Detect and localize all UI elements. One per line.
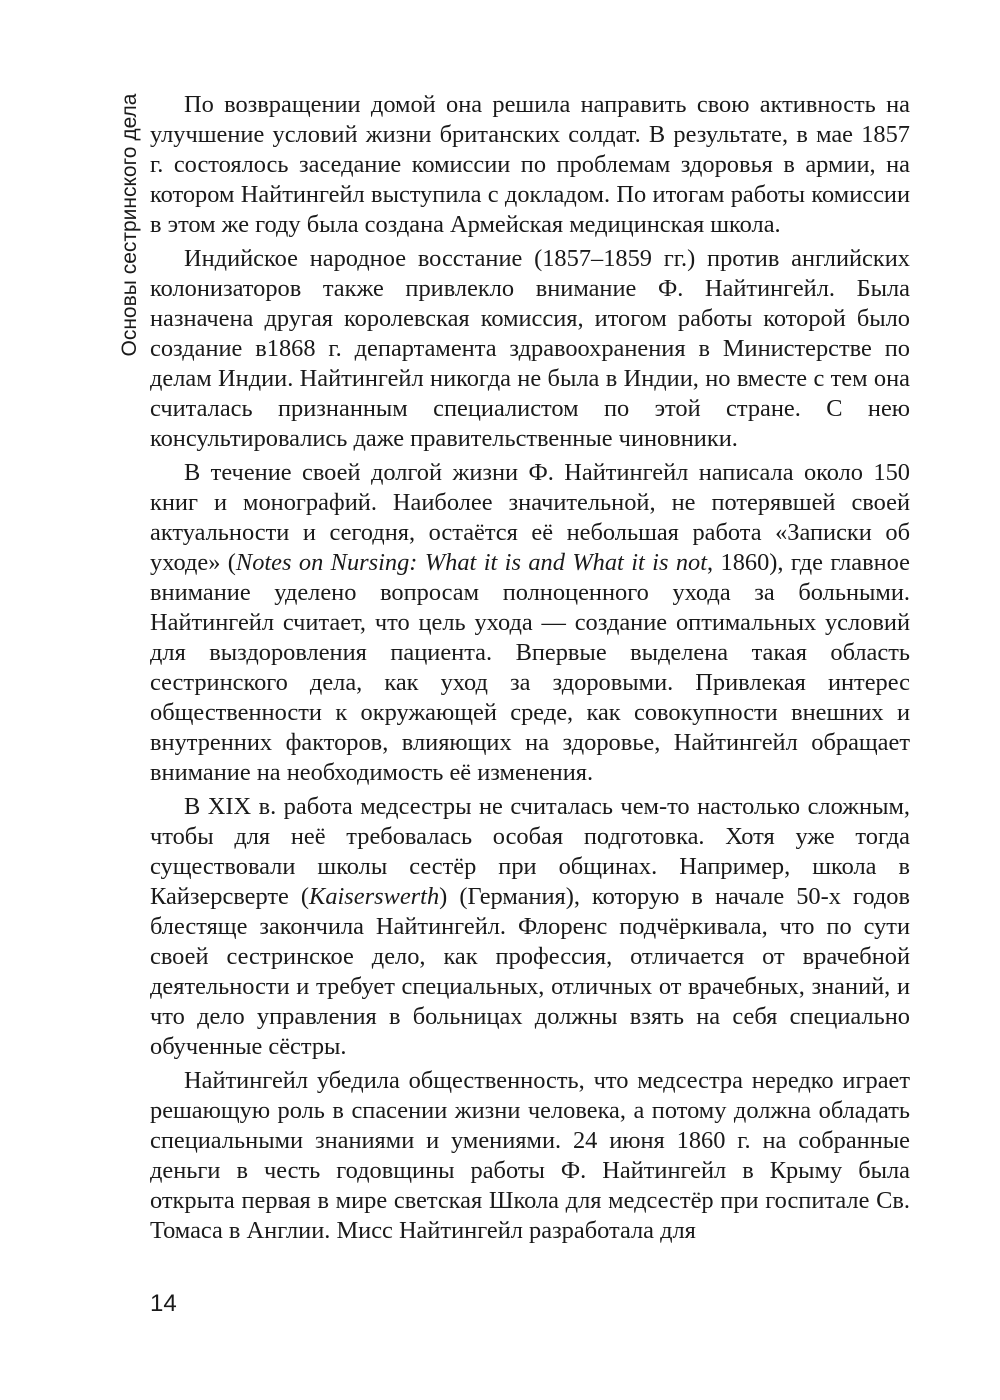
paragraph-text-before: В XIX в. работа медсестры не считалась чем-то настолько сложным, чтобы для неё требовалась особая подготовка. Хотя уже тогда существовали школы сестёр при общинах. Например, школа в Кайзерсверте ( [150, 793, 910, 910]
paragraph-2 [150, 244, 910, 454]
italic-place-name: Kaiserswerth [309, 883, 440, 910]
paragraph-text: Найтингейл убедила общественность, что медсестра нередко играет решающую роль в спасении жизни человека, а потому должна обладать специальными знаниями и умениями. 24 июня 1860 г. на собранные деньги в честь годовщины работы Ф. Найтингейл в Крыму была открыта первая в мире светская Школа для медсестёр при госпитале Св. Томаса в Англии. Мисс Найтингейл разработала для [150, 1067, 910, 1244]
paragraph-3 [150, 458, 910, 788]
paragraph-text: Индийское народное восстание (1857–1859 гг.) против английских колонизаторов также привлекло внимание Ф. Найтингейл. Была назначена другая королевская комиссия, итогом работы которой было создание в1868 г. департамента здравоохранения в Министерстве по делам Индии. Найтингейл никогда не была в Индии, но вместе с тем она считалась признанным специалистом по этой стране. С нею консультировались даже правительственные чиновники. [150, 245, 910, 452]
italic-title: Notes on Nursing: What it is and What it is not [235, 549, 708, 576]
page-number: 14 [150, 1290, 177, 1317]
paragraph-1 [150, 90, 910, 240]
paragraph-5 [150, 1066, 910, 1246]
paragraph-text-after: , 1860), где главное внимание уделено вопросам полноценного ухода за больными. Найтингейл считает, что цель ухода — создание оптимальных условий для выздоровления пациента. Впервые выделена такая область сестринского дела, как уход за здоровыми. Привлекая интерес общественности к окружающей среде, как совокупности внешних и внутренних факторов, влияющих на здоровье, Найтингейл обращает внимание на необходимость её изменения. [150, 549, 910, 786]
paragraph-text-after: ) (Германия), которую в начале 50-х годов блестяще закончила Найтингейл. Флоренс подчёркивала, что по сути своей сестринское дело, как профессия, отличается от врачебной деятельности и требует специальных, отличных от врачебных, знаний, и что дело управления в больницах должны взять на себя специально обученные сёстры. [150, 883, 910, 1060]
paragraph-text-before: В течение своей долгой жизни Ф. Найтингейл написала около 150 книг и монографий. Наиболее значительной, не потерявшей своей актуальности и сегодня, остаётся её небольшая работа «Записки об уходе» ( [150, 459, 910, 576]
body-text [150, 90, 910, 1246]
paragraph-4 [150, 792, 910, 1062]
paragraph-text: По возвращении домой она решила направить свою активность на улучшение условий жизни британских солдат. В результате, в мае 1857 г. состоялось заседание комиссии по проблемам здоровья в армии, на котором Найтингейл выступила с докладом. По итогам работы комиссии в этом же году была создана Армейская медицинская школа. [150, 91, 910, 238]
running-head: Основы сестринского дела [118, 93, 141, 357]
